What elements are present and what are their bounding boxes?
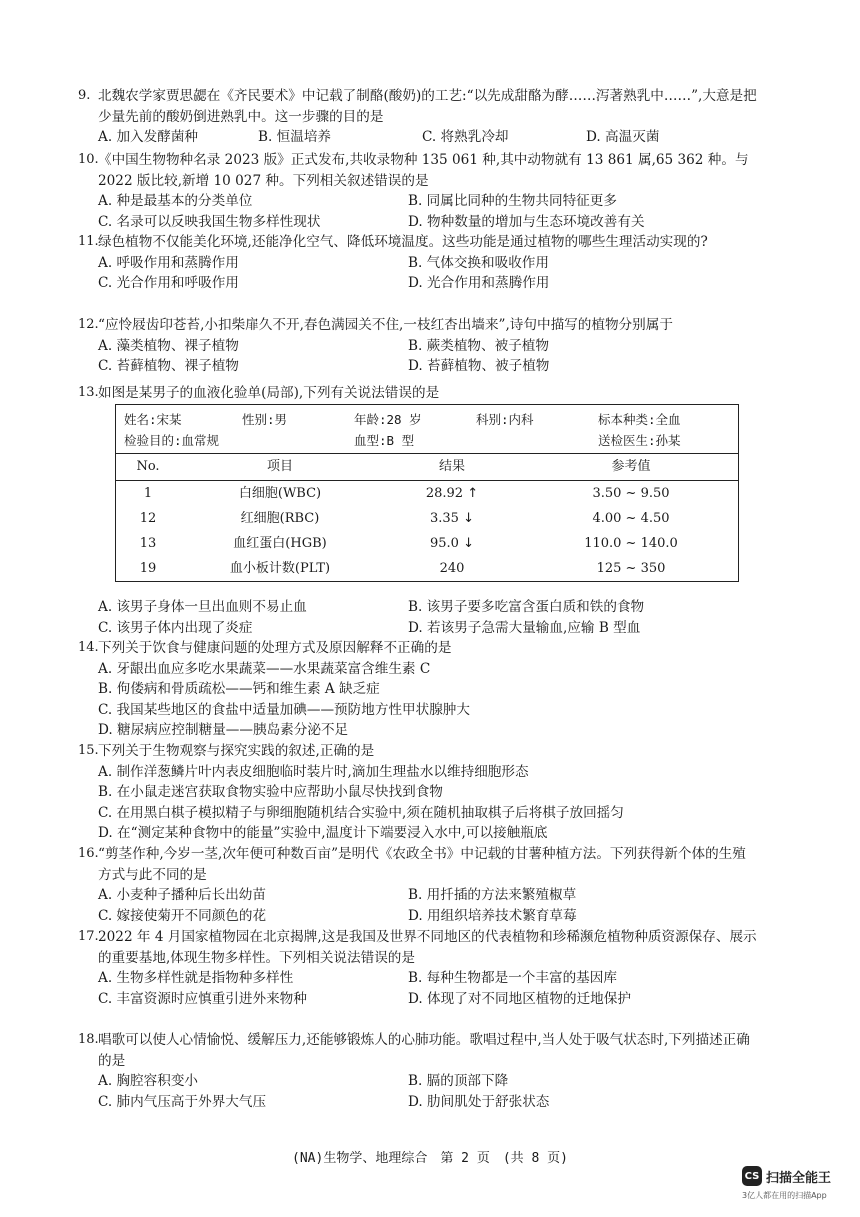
options — [98, 191, 758, 232]
option-b: B. 该男子要多吃富含蛋白质和铁的食物 — [408, 599, 645, 615]
question-10 — [78, 150, 758, 232]
option-d: D. 肋间肌处于舒张状态 — [408, 1093, 550, 1110]
row-reference: 125 ~ 350 — [596, 561, 666, 576]
option-a: A. 该男子身体一旦出血则不易止血 — [98, 599, 307, 615]
question-number: 11. — [78, 234, 99, 249]
question-11 — [78, 232, 758, 294]
question-13 — [78, 383, 758, 404]
question-14 — [78, 638, 758, 741]
row-item: 红细胞(RBC) — [240, 511, 320, 526]
row-result — [380, 506, 524, 531]
option-d: D. 在“测定某种食物中的能量”实验中,温度计下端要浸入水中,可以接触瓶底 — [98, 825, 548, 842]
options — [98, 885, 758, 926]
option-d: D. 若该男子急需大量输血,应输 B 型血 — [408, 619, 641, 636]
option-c: C. 在用黑白棋子模拟精子与卵细胞随机结合实验中,须在随机抽取棋子后将棋子放回摇匀 — [98, 804, 624, 821]
option-d: D. 光合作用和蒸腾作用 — [408, 275, 550, 292]
row-no: 13 — [139, 536, 157, 551]
row-result — [380, 481, 524, 506]
question-number: 12. — [78, 317, 99, 332]
option-d: D. 高温灭菌 — [586, 129, 660, 146]
option-d: D. 糖尿病应控制糖量——胰岛素分泌不足 — [98, 722, 349, 739]
options — [98, 968, 758, 1009]
row-result — [380, 531, 524, 556]
option-b: B. 气体交换和吸收作用 — [408, 254, 549, 271]
question-number: 18. — [78, 1032, 99, 1047]
patient-sex: 性别:男 — [242, 412, 288, 427]
question-stem: 下列关于生物观察与探究实践的叙述,正确的是 — [98, 743, 375, 759]
option-c: C. 名录可以反映我国生物多样性现状 — [98, 213, 321, 230]
doctor: 送检医生:孙某 — [598, 433, 681, 448]
question-number: 16. — [78, 846, 99, 861]
result-value: 240 — [439, 561, 465, 576]
question-stem: 绿色植物不仅能美化环境,还能净化空气、降低环境温度。这些功能是通过植物的哪些生理活动实现的? — [98, 234, 708, 250]
question-16 — [78, 844, 758, 926]
watermark-tagline: 3亿人都在用的扫描App — [742, 1191, 827, 1200]
row-no: 19 — [139, 561, 157, 576]
arrow-down-icon: ↓ — [463, 536, 474, 551]
option-a: A. 种是最基本的分类单位 — [98, 193, 253, 210]
option-b: B. 每种生物都是一个丰富的基因库 — [408, 970, 617, 987]
option-c: C. 将熟乳冷却 — [422, 129, 509, 146]
option-a: A. 呼吸作用和蒸腾作用 — [98, 254, 239, 271]
question-number: 15. — [78, 743, 99, 758]
option-b: B. 同属比同种的生物共同特征更多 — [408, 193, 617, 210]
question-stem: 下列关于饮食与健康问题的处理方式及原因解释不正确的是 — [98, 640, 452, 656]
option-b: B. 膈的顶部下降 — [408, 1073, 509, 1090]
question-stem: “应怜屐齿印苍苔,小扣柴扉久不开,春色满园关不住,一枝红杏出墙来”,诗句中描写的植物分别属于 — [98, 317, 673, 333]
row-no: 1 — [143, 486, 153, 501]
row-reference: 3.50 ~ 9.50 — [592, 486, 670, 501]
result-value: 3.35 — [430, 511, 459, 526]
department: 科别:内科 — [476, 412, 534, 427]
option-a: A. 加入发酵菌种 — [98, 129, 199, 146]
option-c: C. 该男子体内出现了炎症 — [98, 619, 253, 636]
result-value: 95.0 — [430, 536, 459, 551]
blood-test-report — [115, 404, 739, 582]
arrow-up-icon: ↑ — [467, 486, 479, 501]
option-c: C. 光合作用和呼吸作用 — [98, 275, 239, 292]
row-reference: 4.00 ~ 4.50 — [592, 511, 670, 526]
option-c: C. 苔藓植物、裸子植物 — [98, 358, 239, 375]
page-footer: (NA)生物学、地理综合 第 2 页 (共 8 页) — [292, 1151, 568, 1166]
row-item: 血小板计数(PLT) — [229, 561, 331, 576]
question-stem: 《中国生物物种名录 2023 版》正式发布,共收录物种 135 061 种,其中动物就有 13 861 属,65 362 种。与 2022 版比较,新增 10 027 种。下列相关叙述错误的是 — [98, 152, 749, 189]
question-number: 14. — [78, 640, 99, 655]
option-b: B. 蕨类植物、被子植物 — [408, 337, 549, 354]
option-a: A. 制作洋葱鳞片叶内表皮细胞临时装片时,滴加生理盐水以维持细胞形态 — [98, 763, 529, 780]
report-grid — [116, 454, 738, 581]
options — [98, 127, 758, 148]
question-12 — [78, 315, 758, 377]
col-header-no: No. — [116, 454, 180, 481]
option-c: C. 丰富资源时应慎重引进外来物种 — [98, 990, 307, 1007]
options — [98, 597, 758, 638]
options — [98, 336, 758, 377]
row-reference: 110.0 ~ 140.0 — [584, 536, 678, 551]
blood-type: 血型:B 型 — [354, 433, 415, 448]
scanner-watermark — [742, 1166, 831, 1186]
question-15 — [78, 741, 758, 844]
watermark-name: 扫描全能王 — [766, 1170, 832, 1186]
col-header-result: 结果 — [380, 454, 524, 481]
question-18 — [78, 1030, 758, 1112]
patient-age: 年龄:28 岁 — [354, 412, 422, 427]
question-number: 9. — [78, 88, 91, 103]
question-stem: 唱歌可以使人心情愉悦、缓解压力,还能够锻炼人的心肺功能。歌唱过程中,当人处于吸气状态时,下列描述正确的是 — [98, 1032, 750, 1069]
option-a: A. 牙龈出血应多吃水果蔬菜——水果蔬菜富含维生素 C — [98, 660, 431, 677]
row-result — [380, 556, 524, 581]
question-17 — [78, 927, 758, 1009]
patient-name: 姓名:宋某 — [124, 412, 182, 427]
option-b: B. 用扦插的方法来繁殖椒草 — [408, 887, 577, 904]
option-a: A. 藻类植物、裸子植物 — [98, 337, 239, 354]
option-b: B. 佝偻病和骨质疏松——钙和维生素 A 缺乏症 — [98, 681, 380, 698]
option-a: A. 胸腔容积变小 — [98, 1073, 199, 1090]
row-item: 血红蛋白(HGB) — [233, 536, 327, 551]
col-header-item: 项目 — [180, 454, 380, 481]
question-13-options — [98, 597, 758, 638]
options — [98, 253, 758, 294]
options — [98, 1071, 758, 1112]
arrow-down-icon: ↓ — [463, 511, 474, 526]
question-stem: 北魏农学家贾思勰在《齐民要术》中记载了制酪(酸奶)的工艺:“以先成甜酪为酵……泻著熟乳中……”,大意是把少量先前的酸奶倒进熟乳中。这一步骤的目的是 — [98, 88, 757, 125]
option-c: C. 嫁接使菊开不同颜色的花 — [98, 907, 267, 924]
option-b: B. 恒温培养 — [258, 129, 332, 146]
question-number: 17. — [78, 929, 99, 944]
question-number: 10. — [78, 152, 99, 167]
option-c: C. 我国某些地区的食盐中适量加碘——预防地方性甲状腺肿大 — [98, 701, 470, 718]
camscanner-logo-icon: CS — [742, 1166, 762, 1186]
option-a: A. 生物多样性就是指物种多样性 — [98, 970, 294, 987]
question-number: 13. — [78, 385, 99, 400]
question-stem: “剪茎作种,今岁一茎,次年便可种数百亩”是明代《农政全书》中记载的甘薯种植方法。下列获得新个体的生殖方式与此不同的是 — [98, 846, 746, 883]
option-b: B. 在小鼠走迷宫获取食物实验中应帮助小鼠尽快找到食物 — [98, 784, 443, 801]
row-no: 12 — [139, 511, 157, 526]
question-stem: 2022 年 4 月国家植物园在北京揭牌,这是我国及世界不同地区的代表植物和珍稀濒危植物种质资源保存、展示的重要基地,体现生物多样性。下列相关说法错误的是 — [98, 929, 757, 966]
option-d: D. 用组织培养技术繁育草莓 — [408, 907, 577, 924]
question-9 — [78, 86, 758, 148]
option-d: D. 体现了对不同地区植物的迁地保护 — [408, 990, 631, 1007]
option-c: C. 肺内气压高于外界大气压 — [98, 1093, 267, 1110]
test-purpose: 检验目的:血常规 — [124, 433, 220, 448]
option-d: D. 苔藓植物、被子植物 — [408, 358, 550, 375]
option-d: D. 物种数量的增加与生态环境改善有关 — [408, 213, 645, 230]
option-a: A. 小麦种子播种后长出幼苗 — [98, 887, 266, 904]
result-value: 28.92 — [425, 486, 464, 501]
question-stem: 如图是某男子的血液化验单(局部),下列有关说法错误的是 — [98, 385, 440, 401]
row-item: 白细胞(WBC) — [238, 486, 322, 501]
specimen-type: 标本种类:全血 — [598, 412, 681, 427]
report-header — [116, 405, 738, 453]
col-header-reference: 参考值 — [524, 454, 738, 481]
